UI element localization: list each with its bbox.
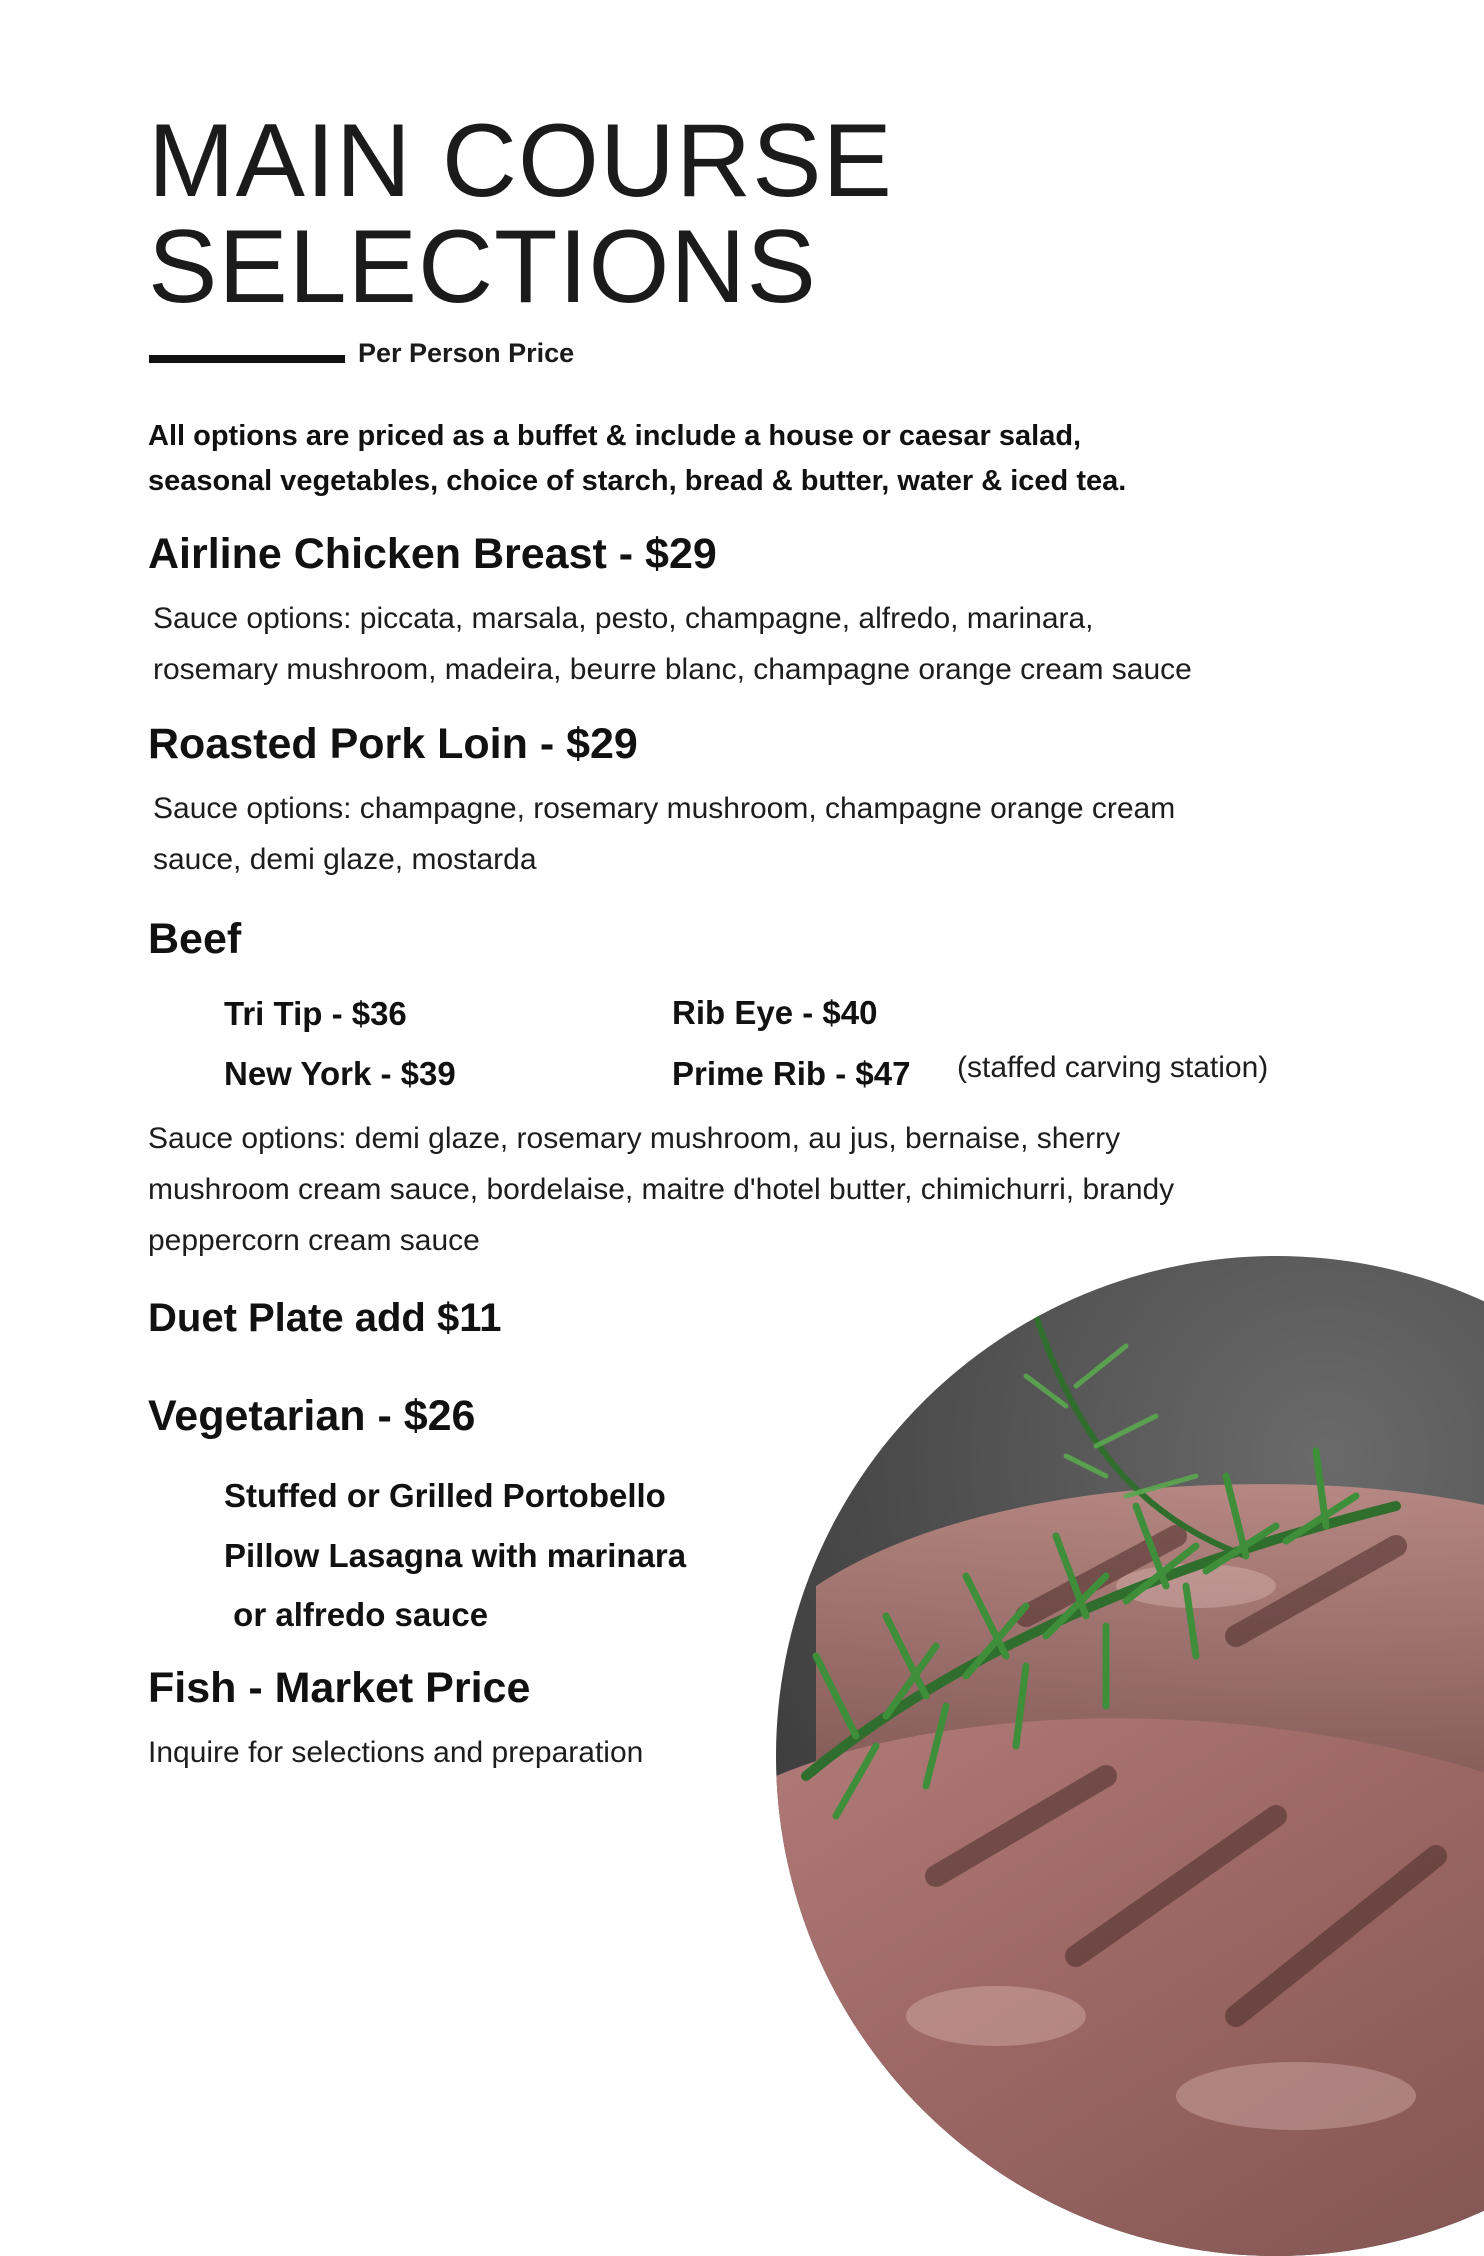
- vegetarian-heading: Vegetarian - $26: [148, 1392, 476, 1440]
- fish-heading: Fish - Market Price: [148, 1664, 531, 1712]
- chicken-heading: Airline Chicken Breast - $29: [148, 530, 717, 578]
- chicken-sauces-line-1: Sauce options: piccata, marsala, pesto, champagne, alfredo, marinara,: [153, 602, 1094, 635]
- title-line-2: SELECTIONS: [148, 209, 817, 325]
- beef-heading: Beef: [148, 915, 242, 963]
- rib-eye-item: Rib Eye - $40: [672, 994, 878, 1031]
- vegetarian-item-lasagna-cont: or alfredo sauce: [224, 1596, 489, 1633]
- price-subtitle: Per Person Price: [358, 338, 575, 368]
- title-underline: [149, 355, 345, 363]
- pork-sauces-line-1: Sauce options: champagne, rosemary mushroom, champagne orange cream: [153, 792, 1176, 825]
- vegetarian-item-lasagna: Pillow Lasagna with marinara: [224, 1537, 687, 1574]
- chicken-sauces-line-2: rosemary mushroom, madeira, beurre blanc, champagne orange cream sauce: [153, 653, 1192, 686]
- steak-illustration: [776, 1256, 1484, 2256]
- fish-description: Inquire for selections and preparation: [148, 1736, 644, 1769]
- intro-line-1: All options are priced as a buffet & include a house or caesar salad,: [148, 420, 1082, 452]
- intro-text: [148, 414, 1298, 504]
- vegetarian-item-portobello: Stuffed or Grilled Portobello: [224, 1477, 666, 1514]
- beef-sauces: [148, 1113, 1328, 1266]
- prime-rib-note: (staffed carving station): [957, 1051, 1269, 1084]
- beef-sauces-line-3: peppercorn cream sauce: [148, 1224, 480, 1257]
- tri-tip-item: Tri Tip - $36: [224, 995, 407, 1032]
- intro-line-2: seasonal vegetables, choice of starch, bread & butter, water & iced tea.: [148, 465, 1127, 497]
- duet-heading: Duet Plate add $11: [148, 1296, 502, 1340]
- pork-sauces: [153, 783, 1333, 885]
- beef-sauces-line-2: mushroom cream sauce, bordelaise, maitre d'hotel butter, chimichurri, brandy: [148, 1173, 1175, 1206]
- page-title: [148, 103, 893, 325]
- new-york-item: New York - $39: [224, 1055, 456, 1092]
- prime-rib-item: Prime Rib - $47: [672, 1055, 911, 1092]
- pork-sauces-line-2: sauce, demi glaze, mostarda: [153, 843, 537, 876]
- pork-heading: Roasted Pork Loin - $29: [148, 720, 638, 768]
- beef-sauces-line-1: Sauce options: demi glaze, rosemary mushroom, au jus, bernaise, sherry: [148, 1122, 1121, 1155]
- chicken-sauces: [153, 593, 1333, 695]
- title-line-1: MAIN COURSE: [148, 103, 893, 219]
- steak-rosemary-photo: [776, 1256, 1484, 2256]
